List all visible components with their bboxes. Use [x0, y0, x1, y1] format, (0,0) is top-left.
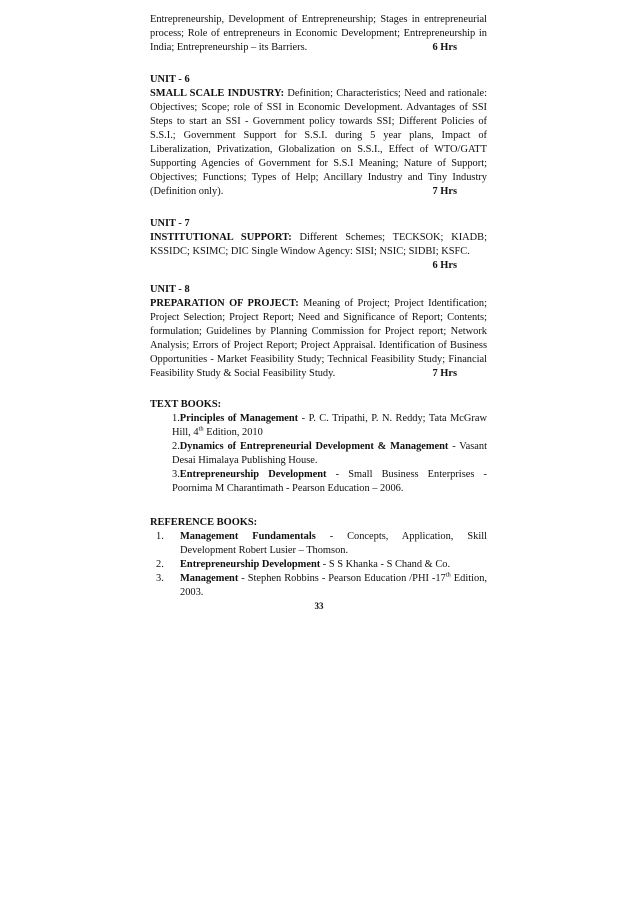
text-book-item: [172, 468, 487, 496]
reference-book-detail: - Concepts, Application, Skill Development Robert Lusier – Thomson.: [180, 531, 487, 556]
unit6-text: Definition; Characteristics; Need and rationale: Objectives; Scope; role of SSI in Economic Development. Advantages of SSI Steps to start an SSI - Government policy towards SSI; Different Policies of S.S.I.; Government Support for S.S.I. during 5 year plans, Impact of Liberalization, Privatization, Globalization on S.S.I., Effect of WTO/GATT Supporting Agencies of Government for S.S.I Meaning; Nature of Support; Objectives; Functions; Types of Help; Ancillary Industry and Tiny Industry (Definition only).: [150, 88, 487, 197]
reference-book-title: Management: [180, 573, 239, 584]
unit8-text: Meaning of Project; Project Identification; Project Selection; Project Report; Need and Significance of Report; Contents; formulation; Guidelines by Planning Commission for Project report; Network Analysis; Errors of Project Report; Project Appraisal. Identification of Business Opportunities - Market Feasibility Study; Technical Feasibility Study; Financial Feasibility Study & Social Feasibility Study.: [150, 298, 487, 379]
unit7-paragraph: [150, 231, 487, 259]
unit6-hours: 7 Hrs: [432, 186, 457, 197]
text-book-num: 1.: [172, 413, 180, 424]
unit8-title: PREPARATION OF PROJECT:: [150, 298, 299, 309]
unit6-label: UNIT - 6: [150, 74, 190, 85]
text-book-title: Dynamics of Entrepreneurial Development & Management: [179, 441, 449, 452]
reference-book-sup: th: [445, 571, 451, 579]
reference-book-title: Management Fundamentals: [180, 531, 316, 542]
reference-books-list: [150, 530, 487, 600]
text-book-detail: - Vasant Desai Himalaya Publishing House.: [172, 441, 487, 466]
unit8-hours: 7 Hrs: [432, 368, 457, 379]
reference-book-detail: - S S Khanka - S Chand & Co.: [320, 559, 451, 570]
reference-book-item: [150, 558, 487, 572]
text-book-title: Entrepreneurship Development: [179, 469, 327, 480]
intro-text: Entrepreneurship, Development of Entrepreneurship; Stages in entrepreneurial process; Role of entrepreneurs in Economic Development; Entrepreneurship in India; Entrepreneurship – its Barriers.: [150, 14, 487, 53]
reference-book-detail: - Stephen Robbins - Pearson Education /PHI -17: [238, 573, 446, 584]
text-book-sup: th: [198, 425, 204, 433]
text-book-num: 2.: [172, 441, 180, 452]
text-book-detail: - Small Business Enterprises - Poornima M Charantimath - Pearson Education – 2006.: [172, 469, 487, 494]
intro-paragraph: [150, 13, 487, 55]
text-book-num: 3.: [172, 469, 180, 480]
unit6-paragraph: [150, 87, 487, 199]
unit7-title: INSTITUTIONAL SUPPORT:: [150, 232, 292, 243]
unit8-label: UNIT - 8: [150, 284, 190, 295]
page-number: 33: [314, 601, 324, 611]
unit7-label: UNIT - 7: [150, 218, 190, 229]
reference-book-num: 2.: [156, 559, 164, 570]
text-book-item: [172, 412, 487, 440]
reference-book-detail-end: Edition, 2003.: [180, 573, 487, 598]
unit7-text: Different Schemes; TECKSOK; KIADB; KSSIDC; KSIMC; DIC Single Window Agency: SISI; NSIC; SIDBI; KSFC.: [150, 232, 487, 257]
unit8-paragraph: [150, 297, 487, 381]
reference-book-item: [150, 530, 487, 558]
unit7-hours-row: [150, 259, 487, 273]
text-book-detail: - P. C. Tripathi, P. N. Reddy; Tata McGraw Hill, 4: [172, 413, 488, 438]
reference-book-title: Entrepreneurship Development: [180, 559, 321, 570]
reference-book-item: [150, 572, 487, 600]
document-page: [150, 13, 488, 611]
reference-book-num: 1.: [156, 531, 164, 542]
text-books-heading: TEXT BOOKS:: [150, 399, 222, 410]
text-book-title: Principles of Management: [179, 413, 299, 424]
unit6-title: SMALL SCALE INDUSTRY:: [150, 88, 285, 99]
reference-books-heading: REFERENCE BOOKS:: [150, 517, 258, 528]
reference-book-num: 3.: [156, 573, 164, 584]
unit7-hours: 6 Hrs: [432, 260, 457, 271]
text-book-item: [172, 440, 487, 468]
intro-hours: 6 Hrs: [432, 42, 457, 53]
text-book-detail-end: Edition, 2010: [203, 427, 263, 438]
